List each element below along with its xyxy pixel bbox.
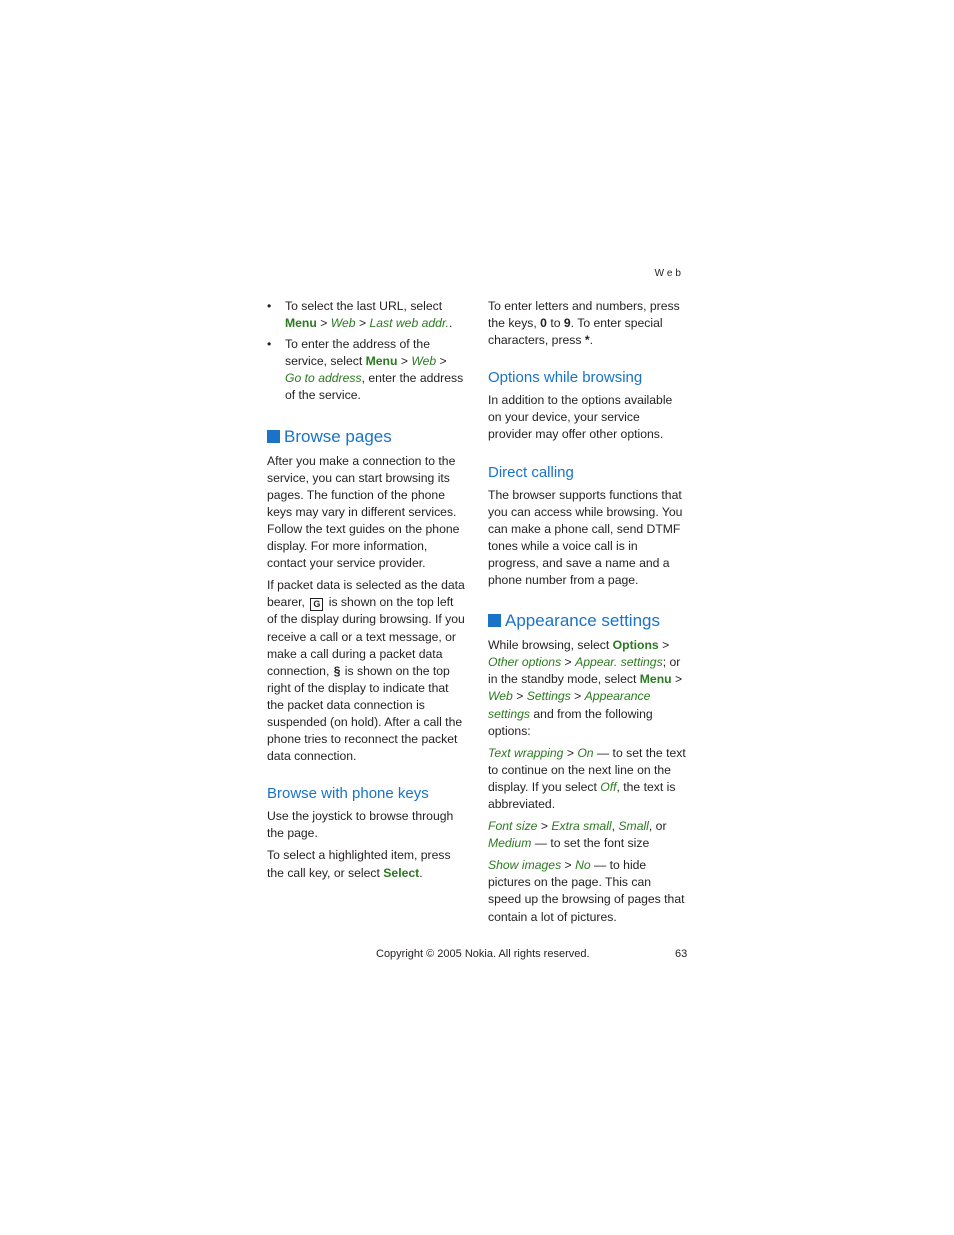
section-square-icon — [488, 614, 501, 627]
page-number: 63 — [675, 948, 688, 960]
section-heading-browse-pages: Browse pages — [267, 427, 465, 447]
copyright-footer: Copyright © 2005 Nokia. All rights reserved. — [376, 948, 590, 960]
paragraph: In addition to the options available on your device, your service provider may offer other options. — [488, 393, 673, 442]
list-item: • To select the last URL, select Menu > Web > Last web addr.. — [267, 298, 465, 332]
paragraph: If packet data is selected as the data bearer, G is shown on the top left of the display during browsing. If you receive a call or a text message, or make a call during a packet data connection, § is shown on the top right of the display to indicate that the packet data connection is suspended (on hold). After a call the phone tries to reconnect the packet data connection. — [267, 578, 465, 764]
subheading-browse-with-phone-keys: Browse with phone keys — [267, 785, 429, 803]
right-column — [488, 298, 686, 931]
running-header: Web — [654, 268, 684, 279]
paragraph: While browsing, select Options > Other options > Appear. settings; or in the standby mode, select Menu > Web > Settings > Appearance settings and from the following options: — [488, 638, 683, 738]
paragraph: To select a highlighted item, press the call key, or select Select. — [267, 848, 451, 880]
packet-data-suspended-icon: § — [333, 663, 341, 678]
paragraph: The browser supports functions that you can access while browsing. You can make a phone call, send DTMF tones while a voice call is in progress, and save a name and a phone number from a page. — [488, 487, 683, 588]
subheading-options-while-browsing: Options while browsing — [488, 369, 643, 387]
paragraph: Use the joystick to browse through the page. — [267, 809, 454, 841]
section-square-icon — [267, 430, 280, 443]
packet-data-g-icon: G — [310, 598, 323, 611]
option-font-size: Font size > Extra small, Small, or Medium — to set the font size — [488, 819, 667, 851]
paragraph: To enter letters and numbers, press the keys, 0 to 9. To enter special characters, press *. — [488, 299, 680, 348]
option-show-images: Show images > No — to hide pictures on the page. This can speed up the browsing of pages that contain a lot of pictures. — [488, 858, 685, 924]
left-column — [267, 298, 465, 887]
subheading-direct-calling: Direct calling — [488, 463, 574, 481]
bullet-list — [267, 298, 465, 405]
section-heading-appearance-settings: Appearance settings — [488, 611, 686, 631]
list-item: • To enter the address of the service, select Menu > Web > Go to address, enter the address of the service. — [267, 336, 465, 404]
paragraph: After you make a connection to the service, you can start browsing its pages. The function of the phone keys may vary in different services. Follow the text guides on the phone display. For more information, contact your service provider. — [267, 453, 460, 571]
option-text-wrapping: Text wrapping > On — to set the text to continue on the next line on the display. If you select Off, the text is abbreviated. — [488, 745, 686, 811]
